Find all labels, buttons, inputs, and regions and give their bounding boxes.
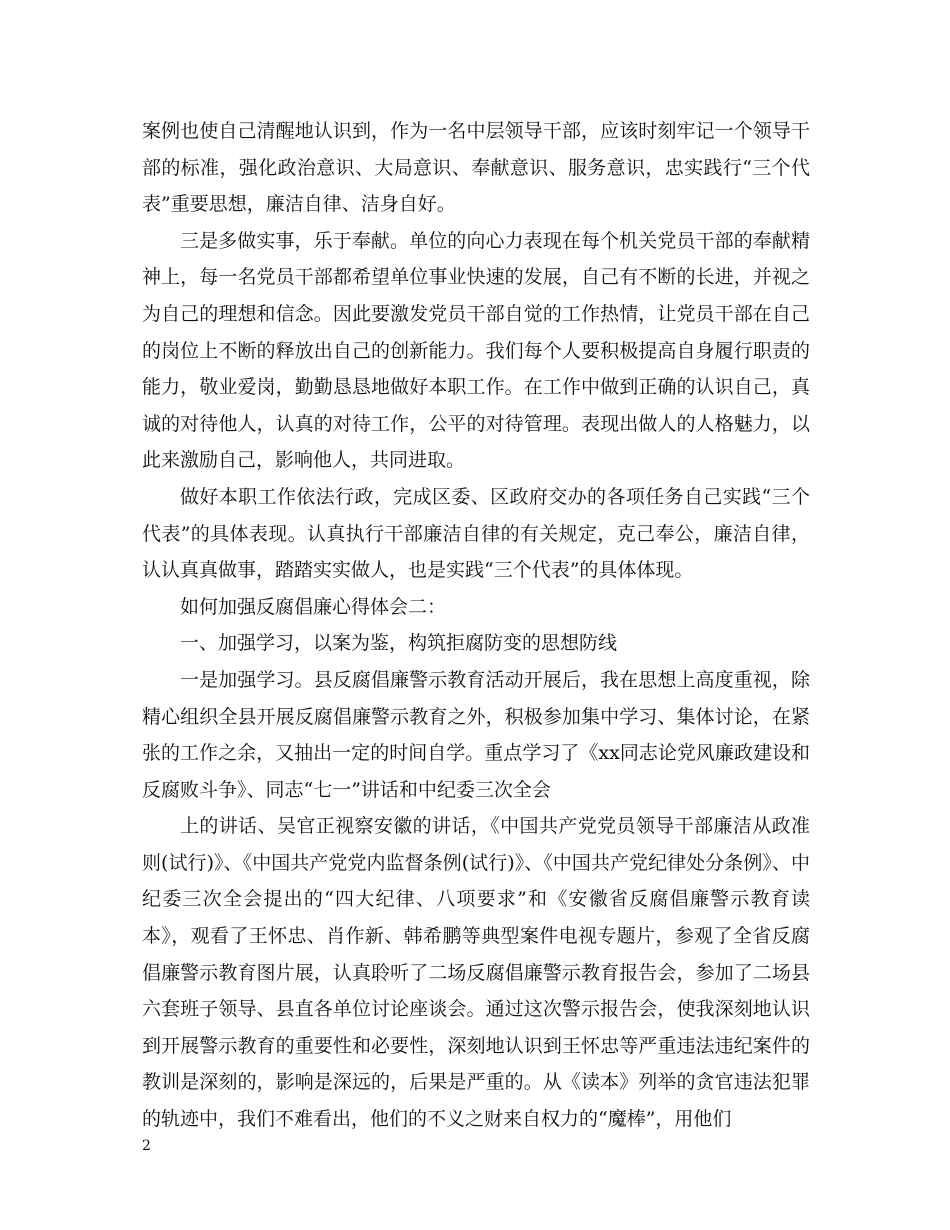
paragraph-2: 三是多做实事，乐于奉献。单位的向心力表现在每个机关党员干部的奉献精神上，每一名党员干部都希望单位事业快速的发展，自己有不断的长进，并视之为自己的理想和信念。因此要激发党员干部自觉的工作热情，让党员干部在自己的岗位上不断的释放出自己的创新能力。我们每个人要积极提高自身履行职责的能力，敬业爱岗，勤勤恳恳地做好本职工作。在工作中做到正确的认识自己，真诚的对待他人，认真的对待工作，公平的对待管理。表现出做人的人格魅力，以此来激励自己，影响他人，共同进取。 (142, 229, 810, 472)
paragraph-6: 一是加强学习。县反腐倡廉警示教育活动开展后，我在思想上高度重视，除精心组织全县开展反腐倡廉警示教育之外，积极参加集中学习、集体讨论，在紧张的工作之余，又抽出一定的时间自学。重点学习了《xx同志论党风廉政建设和反腐败斗争》、同志“七一”讲话和中纪委三次全会 (142, 668, 810, 801)
paragraph-1: 案例也使自己清醒地认识到，作为一名中层领导干部，应该时刻牢记一个领导干部的标准，强化政治意识、大局意识、奉献意识、服务意识，忠实践行“三个代表”重要思想，廉洁自律、洁身自好。 (142, 120, 810, 216)
paragraph-heading-part-two: 如何加强反腐倡廉心得体会二： (180, 595, 447, 618)
paragraph-7: 上的讲话、吴官正视察安徽的讲话，《中国共产党党员领导干部廉洁从政准则(试行)》、《中国共产党党内监督条例(试行)》、《中国共产党纪律处分条例》、中纪委三次全会提出的“四大纪律、八项要求”和《安徽省反腐倡廉警示教育读本》，观看了王怀忠、肖作新、韩希鹏等典型案件电视专题片，参观了全省反腐倡廉警示教育图片展，认真聆听了二场反腐倡廉警示教育报告会，参加了二场县六套班子领导、县直各单位讨论座谈会。通过这次警示报告会，使我深刻地认识到开展警示教育的重要性和必要性，深刻地认识到王怀忠等严重违法违纪案件的教训是深刻的，影响是深远的，后果是严重的。从《读本》列举的贪官违法犯罪的轨迹中，我们不难看出，他们的不义之财来自权力的“魔棒”，用他们 (142, 815, 810, 1131)
paragraph-section-heading: 一、加强学习，以案为鉴，构筑拒腐防变的思想防线 (180, 632, 618, 655)
page-number: 2 (142, 1138, 151, 1154)
document-body (142, 113, 810, 1138)
paragraph-3: 做好本职工作依法行政，完成区委、区政府交办的各项任务自己实践“三个代表”的具体表现。认真执行干部廉洁自律的有关规定，克己奉公，廉洁自律，认认真真做事，踏踏实实做人，也是实践“三个代表”的具体体现。 (142, 485, 810, 582)
